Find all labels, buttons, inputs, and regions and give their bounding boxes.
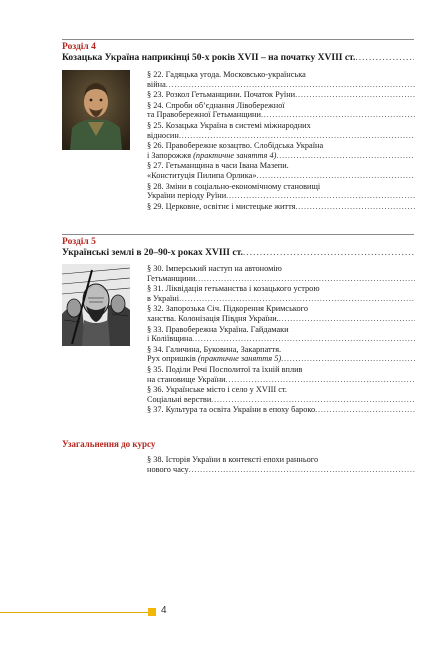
summary-label: Узагальнення до курсу bbox=[62, 439, 156, 449]
section-rule bbox=[62, 234, 414, 235]
page-number: 4 bbox=[161, 605, 167, 616]
toc-entry[interactable]: § 36. Українське місто і село у XVIII ст. Соціальні верстви ..... bbox=[147, 385, 415, 404]
toc-entry[interactable]: § 32. Запорозька Січ. Підкорення Кримського ханства. Колонізація Півдня України. ..... bbox=[147, 304, 415, 323]
engraving-image bbox=[62, 264, 130, 346]
summary-entries bbox=[147, 455, 415, 475]
section-4 bbox=[62, 39, 414, 64]
section-label: Розділ 5 bbox=[62, 237, 96, 247]
toc-entry[interactable]: § 24. Спроби об’єднання Лівобережної та Правобережної Гетьманщини ..... bbox=[147, 101, 415, 120]
toc-entry[interactable]: § 34. Галичина, Буковина, Закарпаття. Рух опришків (практичне заняття 5) ..... bbox=[147, 345, 415, 364]
section-title: Українські землі в 20–90-х роках XVIII ст. ..... bbox=[62, 248, 414, 259]
toc-entry[interactable]: § 37. Культура та освіта України в епоху бароко ..... bbox=[147, 405, 415, 415]
toc-entry[interactable]: § 23. Розкол Гетьманщини. Початок Руїни ..... bbox=[147, 90, 415, 100]
toc-entry[interactable]: § 25. Козацька Україна в системі міжнародних відносин ..... bbox=[147, 121, 415, 140]
section-label: Розділ 4 bbox=[62, 42, 96, 52]
toc-entry[interactable]: § 26. Правобережне козацтво. Слобідська Україна і Запорожжя (практичне заняття 4) ..... bbox=[147, 141, 415, 160]
section-5 bbox=[62, 234, 414, 259]
page-marker bbox=[148, 608, 156, 616]
portrait-image bbox=[62, 70, 130, 150]
toc-entry[interactable]: § 27. Гетьманщина в часи Івана Мазепи. «Конституція Пилипа Орлика» ..... bbox=[147, 161, 415, 180]
section-4-entries bbox=[147, 70, 415, 212]
cossacks-illustration bbox=[62, 264, 130, 346]
toc-entry[interactable]: § 35. Поділи Речі Посполитої та їхній вплив на становище України ..... bbox=[147, 365, 415, 384]
toc-entry[interactable]: § 33. Правобережна Україна. Гайдамаки і Коліївщина ..... bbox=[147, 325, 415, 344]
toc-entry[interactable]: § 28. Зміни в соціально-економічному становищі України періоду Руїни ..... bbox=[147, 182, 415, 201]
footer-rule bbox=[0, 612, 150, 613]
toc-entry[interactable]: § 22. Гадяцька угода. Московсько-українська війна ..... bbox=[147, 70, 415, 89]
section-5-entries bbox=[147, 264, 415, 416]
portrait-illustration bbox=[62, 70, 130, 150]
section-title: Козацька Україна наприкінці 50-х років XVII – на початку XVIII ст. ..... bbox=[62, 53, 414, 64]
toc-entry[interactable]: § 38. Історія України в контексті епохи раннього нового часу ..... bbox=[147, 455, 415, 474]
toc-entry[interactable]: § 31. Ліквідація гетьманства і козацького устрою в Україні ..... bbox=[147, 284, 415, 303]
toc-entry[interactable]: § 30. Імперський наступ на автономію Гетьманщини ..... bbox=[147, 264, 415, 283]
section-rule bbox=[62, 39, 414, 40]
toc-entry[interactable]: § 29. Церковне, освітнє і мистецьке життя ..... bbox=[147, 202, 415, 212]
